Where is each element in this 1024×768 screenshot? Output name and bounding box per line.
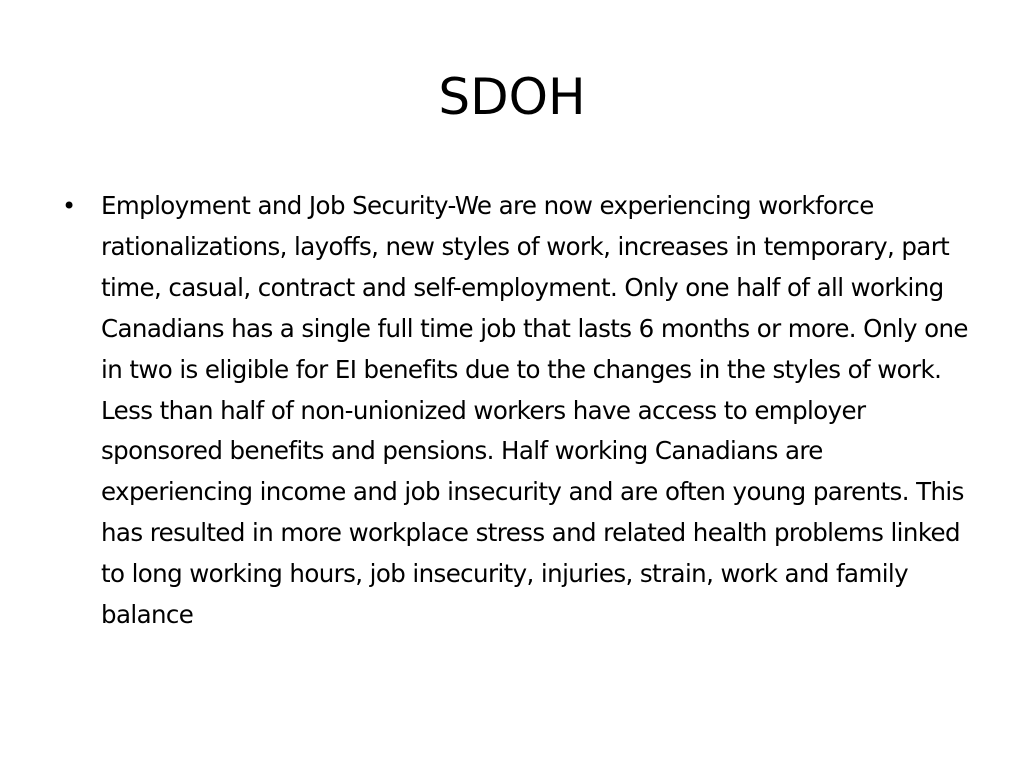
slide-title: SDOH <box>438 68 586 126</box>
bullet-item <box>62 186 972 636</box>
bullet-text: Employment and Job Security-We are now experiencing workforce rationalizations, layoffs, new styles of work, increases in temporary, part time, casual, contract and self-employment. Only one half of all working Canadians has a single full time job that lasts 6 months or more. Only one in two is eligible for EI benefits due to the changes in the styles of work. Less than half of non-unionized workers have access to employer sponsored benefits and pensions. Half working Canadians are experiencing income and job insecurity and are often young parents. This has resulted in more workplace stress and related health problems linked to long working hours, job insecurity, injuries, strain, work and family balance <box>101 191 968 630</box>
bullet-dot-icon: • <box>62 192 76 220</box>
bullet-list <box>62 186 972 636</box>
